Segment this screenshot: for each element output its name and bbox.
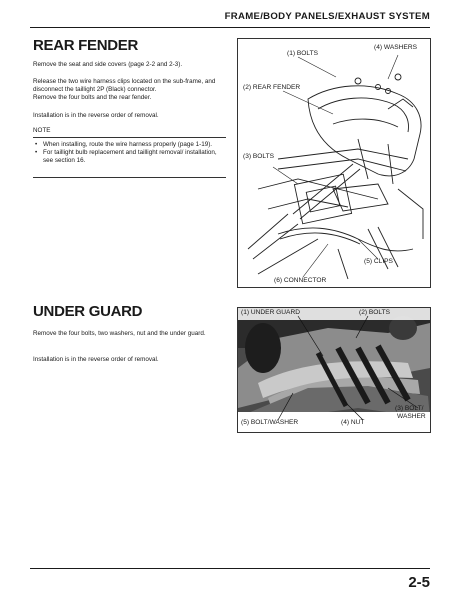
note-label: NOTE [33, 127, 51, 134]
label-rear-fender: (2) REAR FENDER [243, 84, 301, 91]
note-divider-top [33, 137, 226, 138]
rear-fender-install-note: Installation is in the reverse order of removal. [33, 112, 159, 119]
note-item: • When installing, route the wire harness properly (page 1-19). [33, 141, 228, 149]
footer-divider [30, 568, 430, 569]
rear-fender-step-2: Release the two wire harness clips located on the sub-frame, and disconnect the taillight 2P (Black) connector. [33, 78, 216, 93]
label-clips: (5) CLIPS [364, 258, 393, 265]
label-connector: (6) CONNECTOR [274, 277, 327, 284]
label-under-guard: (1) UNDER GUARD [241, 309, 300, 316]
rear-fender-figure [237, 38, 431, 288]
header-divider [30, 27, 430, 28]
rear-fender-heading: REAR FENDER [33, 37, 139, 54]
label-ug-bolts: (2) BOLTS [359, 309, 391, 316]
under-guard-heading: UNDER GUARD [33, 303, 143, 320]
under-guard-step-1: Remove the four bolts, two washers, nut and the under guard. [33, 330, 206, 337]
rear-fender-step-1: Remove the seat and side covers (page 2-2 and 2-3). [33, 61, 183, 68]
under-guard-figure [237, 307, 431, 433]
label-bolts-3: (3) BOLTS [243, 153, 275, 160]
under-guard-install-note: Installation is in the reverse order of removal. [33, 356, 159, 363]
label-bolt-washer-5: (5) BOLT/WASHER [241, 419, 299, 426]
label-nut: (4) NUT [341, 419, 365, 426]
label-washers: (4) WASHERS [374, 44, 417, 51]
rear-fender-step-3: Remove the four bolts and the rear fender. [33, 94, 152, 101]
note-list [33, 141, 228, 165]
note-item: • For taillight bulb replacement and taillight removal/ installation, see section 16. [33, 149, 228, 165]
label-bolt-washer-3a: (3) BOLT/ [395, 405, 424, 412]
label-bolts-1: (1) BOLTS [287, 50, 319, 57]
label-bolt-washer-3b: WASHER [397, 413, 426, 420]
page-number: 2-5 [408, 574, 430, 591]
section-header-title: FRAME/BODY PANELS/EXHAUST SYSTEM [224, 11, 430, 22]
note-divider-bottom [33, 177, 226, 178]
rear-fender-illustration [238, 39, 430, 287]
